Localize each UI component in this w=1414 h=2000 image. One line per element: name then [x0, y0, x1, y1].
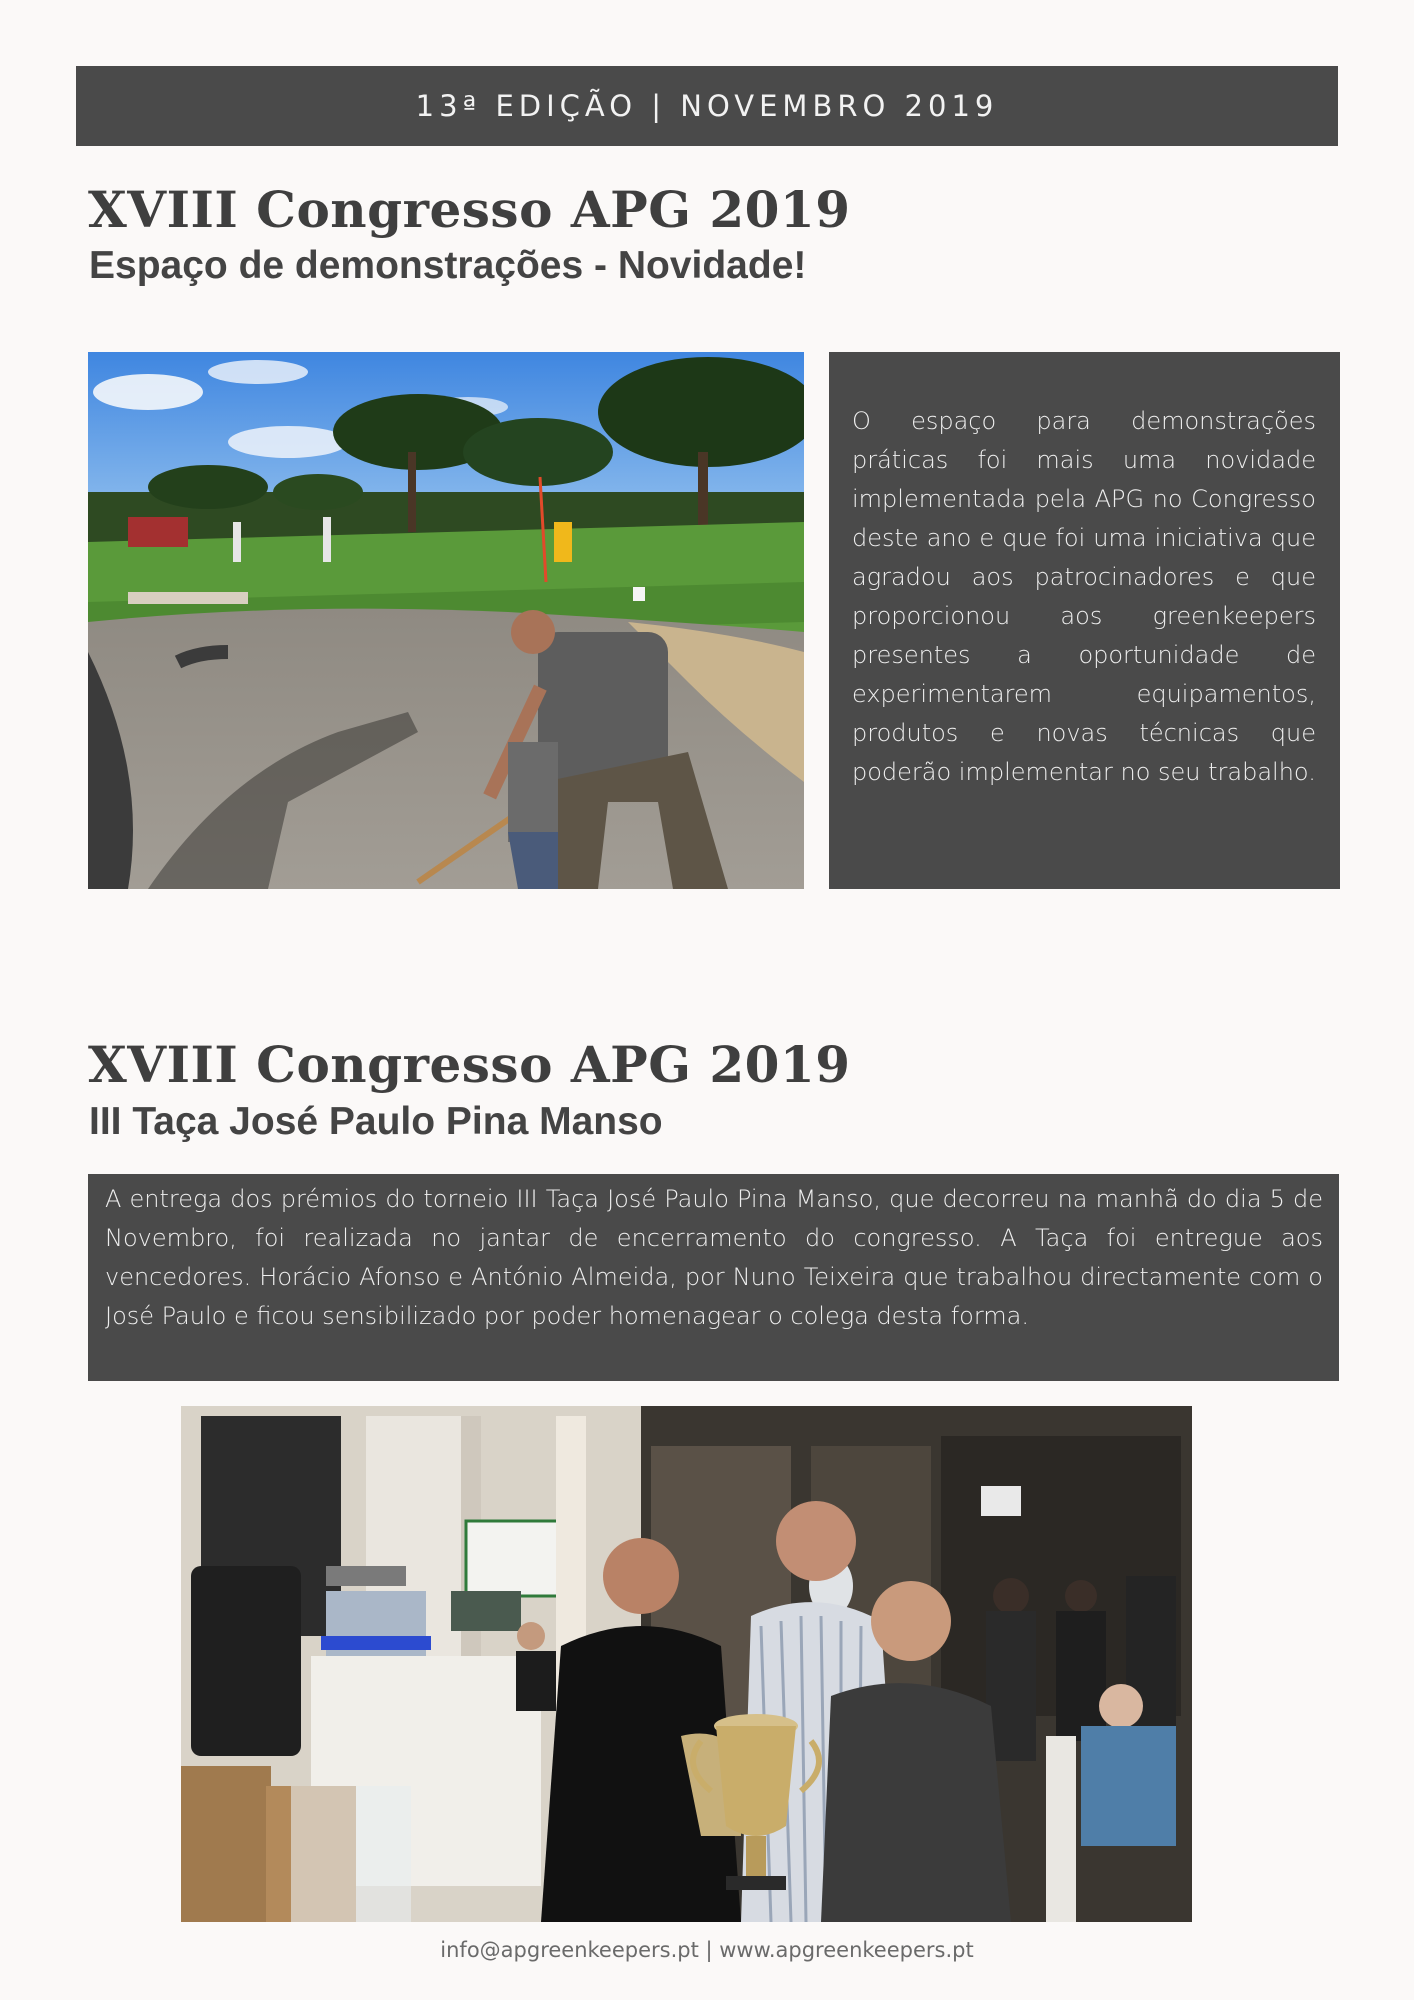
footer-contact: info@apgreenkeepers.pt | www.apgreenkeepers.pt	[440, 1938, 974, 1962]
edition-banner-text: 13ª EDIÇÃO | NOVEMBRO 2019	[415, 89, 999, 123]
edition-banner	[76, 66, 1338, 146]
section1-subtitle: Espaço de demonstrações - Novidade!	[89, 244, 807, 287]
section1-title: XVIII Congresso APG 2019	[88, 180, 851, 239]
section2-text: A entrega dos prémios do torneio III Taça José Paulo Pina Manso, que decorreu na manhã do dia 5 de Novembro, foi realizada no jantar de encerramento do congresso. A Taça foi entregue aos vencedores. Horácio Afonso e António Almeida, por Nuno Teixeira que trabalhou directamente com o José Paulo e ficou sensibilizado por poder homenagear o colega desta forma.	[105, 1185, 1323, 1330]
section1-text-box	[829, 352, 1340, 889]
section2-subtitle: III Taça José Paulo Pina Manso	[89, 1100, 663, 1143]
section1-text: O espaço para demonstrações práticas foi mais uma novidade implementada pela APG no Congresso deste ano e que foi uma iniciativa que agradou aos patrocinadores e que proporcionou aos greenkeepers presentes a oportunidade de experimentarem equipamentos, produtos e novas técnicas que poderão implementar no seu trabalho.	[852, 407, 1316, 786]
section2-text-box	[88, 1174, 1339, 1381]
footer	[0, 1938, 1414, 1962]
golf-bunker-demo-photo	[88, 352, 804, 889]
trophy-ceremony-illustration	[181, 1406, 1192, 1922]
golf-bunker-demo-illustration	[88, 352, 804, 889]
section2-title: XVIII Congresso APG 2019	[88, 1035, 851, 1094]
trophy-ceremony-photo	[181, 1406, 1192, 1922]
